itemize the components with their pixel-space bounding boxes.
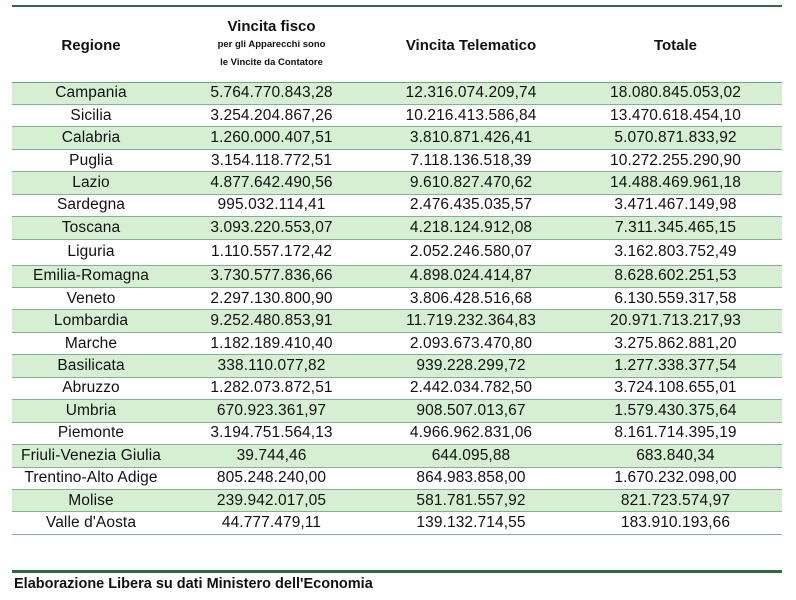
cell-fisco: 44.777.479,11 xyxy=(170,512,373,534)
cell-telematico: 11.719.232.364,83 xyxy=(373,310,569,332)
cell-fisco: 39.744,46 xyxy=(170,445,373,467)
cell-region: Marche xyxy=(12,332,170,354)
cell-telematico: 864.983.858,00 xyxy=(373,467,569,489)
cell-telematico: 2.442.034.782,50 xyxy=(373,377,569,399)
winnings-table xyxy=(12,9,782,535)
header-fisco-note-2: le Vincite da Contatore xyxy=(220,57,323,69)
cell-totale: 8.161.714.395,19 xyxy=(569,422,782,444)
cell-totale: 1.670.232.098,00 xyxy=(569,467,782,489)
cell-telematico: 2.476.435.035,57 xyxy=(373,194,569,216)
cell-fisco: 3.730.577.836,66 xyxy=(170,265,373,287)
table-row xyxy=(12,400,782,422)
cell-region: Campania xyxy=(12,82,170,104)
header-totale: Totale xyxy=(569,9,782,82)
cell-telematico: 9.610.827.470,62 xyxy=(373,172,569,194)
table-row xyxy=(12,288,782,310)
cell-totale: 3.724.108.655,01 xyxy=(569,377,782,399)
cell-fisco: 4.877.642.490,56 xyxy=(170,172,373,194)
cell-region: Sardegna xyxy=(12,194,170,216)
cell-totale: 10.272.255.290,90 xyxy=(569,149,782,171)
cell-totale: 3.162.803.752,49 xyxy=(569,239,782,265)
table-row xyxy=(12,217,782,239)
cell-fisco: 3.194.751.564,13 xyxy=(170,422,373,444)
cell-totale: 20.971.713.217,93 xyxy=(569,310,782,332)
table-row xyxy=(12,239,782,265)
header-fisco-title: Vincita fisco xyxy=(227,18,316,36)
table-row xyxy=(12,355,782,377)
bottom-rule xyxy=(12,570,782,573)
cell-telematico: 10.216.413.586,84 xyxy=(373,104,569,126)
table-row xyxy=(12,265,782,287)
cell-fisco: 3.154.118.772,51 xyxy=(170,149,373,171)
cell-region: Sicilia xyxy=(12,104,170,126)
cell-region: Liguria xyxy=(12,239,170,265)
cell-region: Emilia-Romagna xyxy=(12,265,170,287)
source-footer: Elaborazione Libera su dati Ministero dell'Economia xyxy=(14,576,373,592)
cell-fisco: 3.254.204.867,26 xyxy=(170,104,373,126)
cell-telematico: 3.806.428.516,68 xyxy=(373,288,569,310)
cell-totale: 3.471.467.149,98 xyxy=(569,194,782,216)
cell-totale: 1.579.430.375,64 xyxy=(569,400,782,422)
cell-fisco: 1.260.000.407,51 xyxy=(170,127,373,149)
cell-region: Toscana xyxy=(12,217,170,239)
cell-totale: 3.275.862.881,20 xyxy=(569,332,782,354)
table-row xyxy=(12,377,782,399)
table-row xyxy=(12,332,782,354)
table-row xyxy=(12,422,782,444)
cell-fisco: 9.252.480.853,91 xyxy=(170,310,373,332)
cell-region: Abruzzo xyxy=(12,377,170,399)
cell-region: Molise xyxy=(12,489,170,511)
cell-region: Veneto xyxy=(12,288,170,310)
table-row xyxy=(12,445,782,467)
cell-fisco: 1.110.557.172,42 xyxy=(170,239,373,265)
cell-fisco: 995.032.114,41 xyxy=(170,194,373,216)
cell-telematico: 4.218.124.912,08 xyxy=(373,217,569,239)
cell-totale: 13.470.618.454,10 xyxy=(569,104,782,126)
table-row xyxy=(12,149,782,171)
cell-fisco: 3.093.220.553,07 xyxy=(170,217,373,239)
table-row xyxy=(12,194,782,216)
cell-totale: 683.840,34 xyxy=(569,445,782,467)
table-row xyxy=(12,127,782,149)
cell-totale: 14.488.469.961,18 xyxy=(569,172,782,194)
cell-totale: 5.070.871.833,92 xyxy=(569,127,782,149)
cell-fisco: 239.942.017,05 xyxy=(170,489,373,511)
cell-totale: 183.910.193,66 xyxy=(569,512,782,534)
cell-telematico: 939.228.299,72 xyxy=(373,355,569,377)
cell-totale: 8.628.602.251,53 xyxy=(569,265,782,287)
cell-fisco: 805.248.240,00 xyxy=(170,467,373,489)
cell-telematico: 4.898.024.414,87 xyxy=(373,265,569,287)
cell-region: Puglia xyxy=(12,149,170,171)
cell-fisco: 670.923.361,97 xyxy=(170,400,373,422)
cell-totale: 7.311.345.465,15 xyxy=(569,217,782,239)
table-row xyxy=(12,310,782,332)
cell-fisco: 5.764.770.843,28 xyxy=(170,82,373,104)
cell-region: Trentino-Alto Adige xyxy=(12,467,170,489)
cell-region: Valle d'Aosta xyxy=(12,512,170,534)
cell-telematico: 7.118.136.518,39 xyxy=(373,149,569,171)
header-fisco xyxy=(170,9,373,82)
cell-totale: 821.723.574,97 xyxy=(569,489,782,511)
cell-totale: 1.277.338.377,54 xyxy=(569,355,782,377)
cell-totale: 6.130.559.317,58 xyxy=(569,288,782,310)
cell-fisco: 2.297.130.800,90 xyxy=(170,288,373,310)
table-row xyxy=(12,512,782,534)
cell-fisco: 1.282.073.872,51 xyxy=(170,377,373,399)
table-row xyxy=(12,489,782,511)
cell-telematico: 139.132.714,55 xyxy=(373,512,569,534)
cell-telematico: 644.095,88 xyxy=(373,445,569,467)
cell-telematico: 2.093.673.470,80 xyxy=(373,332,569,354)
cell-region: Basilicata xyxy=(12,355,170,377)
table-row xyxy=(12,172,782,194)
cell-telematico: 908.507.013,67 xyxy=(373,400,569,422)
cell-region: Piemonte xyxy=(12,422,170,444)
cell-region: Lazio xyxy=(12,172,170,194)
cell-telematico: 12.316.074.209,74 xyxy=(373,82,569,104)
cell-telematico: 4.966.962.831,06 xyxy=(373,422,569,444)
header-row xyxy=(12,9,782,82)
cell-telematico: 581.781.557,92 xyxy=(373,489,569,511)
header-region: Regione xyxy=(12,9,170,82)
header-telematico: Vincita Telematico xyxy=(373,9,569,82)
cell-fisco: 1.182.189.410,40 xyxy=(170,332,373,354)
table-row xyxy=(12,104,782,126)
cell-fisco: 338.110.077,82 xyxy=(170,355,373,377)
cell-region: Calabria xyxy=(12,127,170,149)
cell-telematico: 3.810.871.426,41 xyxy=(373,127,569,149)
top-rule xyxy=(12,5,782,7)
table-row xyxy=(12,82,782,104)
cell-region: Umbria xyxy=(12,400,170,422)
header-fisco-note-1: per gli Apparecchi sono xyxy=(217,39,326,51)
cell-region: Lombardia xyxy=(12,310,170,332)
cell-telematico: 2.052.246.580,07 xyxy=(373,239,569,265)
cell-region: Friuli-Venezia Giulia xyxy=(12,445,170,467)
cell-totale: 18.080.845.053,02 xyxy=(569,82,782,104)
table-row xyxy=(12,467,782,489)
